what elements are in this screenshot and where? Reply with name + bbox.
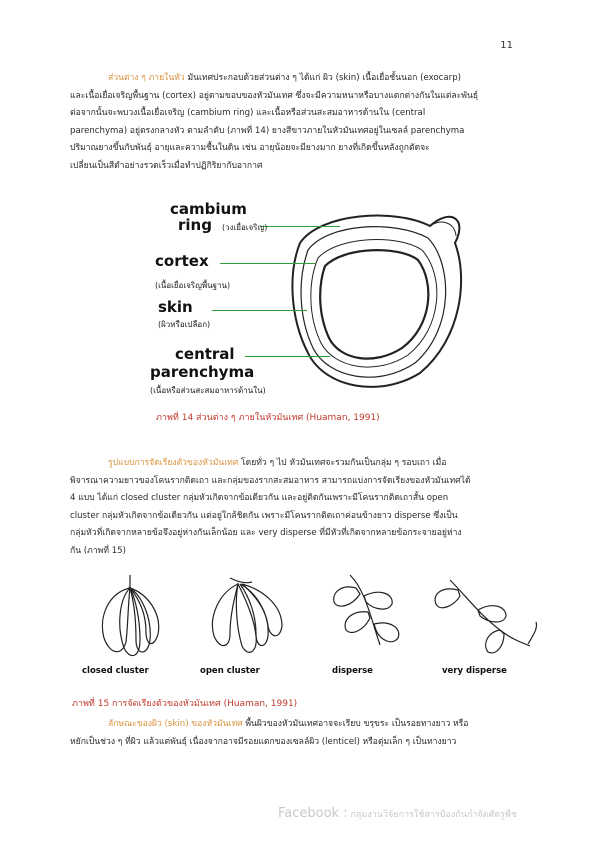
disperse-drawing xyxy=(334,575,399,645)
label-parenchyma: parenchyma xyxy=(150,363,255,381)
label-disperse: disperse xyxy=(332,666,373,676)
leader-line-central xyxy=(245,356,330,357)
label-skin: skin xyxy=(158,298,193,316)
paragraph-tuber-skin: ลักษณะของผิว (skin) ของหัวมันเทศ พื้นผิวของหัวมันเทศอาจจะเรียบ ขรุขระ เป็นรอยทางยาว หรือ หยักเป็นช่วง ๆ ที่ผิว แล้วแต่พันธุ์ เนื่องจากอาจมีรอยแตกของเซลล์ผิว (lenticel) หรือตุ่มเล็ก ๆ เป็นทางยาว xyxy=(70,719,469,747)
closed-cluster-drawing xyxy=(102,575,158,656)
paragraph-tuber-arrangement: รูปแบบการจัดเรียงตัวของหัวมันเทศ โดยทั่ว ๆ ไป หัวมันเทศจะรวมกันเป็นกลุ่ม ๆ รอบเถา เมื่อ พิจารณาความยาวของโคนรากติดเถา และกลุ่มของรากสะสมอาหาร สามารถแบ่งการจัดเรียงของหัวมันเทศได้ 4 แบบ ได้แก่ closed cluster กลุ่มหัวเกิดจากข้อเดียวกัน และอยู่ติดกันเพราะมีโคนรากติดเถาสั้น open cluster กลุ่มหัวเกิดจากข้อเดียวกัน แต่อยู่ใกล้ชิดกัน เพราะมีโคนรากติดเถาค่อนข้างยาว disperse ซึ่งเป็น กลุ่มหัวที่เกิดจากหลายข้อจึงอยู่ห่างกันเล็กน้อย และ very disperse ที่มีหัวที่เกิดจากหลายข้อกระจายอยู่ห่าง กัน (ภาพที่ 15) xyxy=(70,458,471,556)
label-central-thai: (เนื้อหรือส่วนสะสมอาหารด้านใน) xyxy=(150,386,266,395)
footer-facebook-label: Facebook : xyxy=(278,806,348,821)
label-closed-cluster: closed cluster xyxy=(82,666,149,676)
tuber-cross-section-figure xyxy=(150,188,470,398)
section-heading-tuber-parts: ส่วนต่าง ๆ ภายในหัว xyxy=(108,73,185,83)
label-cambium: cambium xyxy=(170,200,247,218)
label-central: central xyxy=(175,345,235,363)
page-number: 11 xyxy=(500,40,513,51)
open-cluster-drawing xyxy=(212,578,282,652)
leader-line-cortex xyxy=(220,263,315,264)
label-cortex: cortex xyxy=(155,252,209,270)
figure-14-caption: ภาพที่ 14 ส่วนต่าง ๆ ภายในหัวมันเทศ (Huaman, 1991) xyxy=(156,413,380,423)
leader-line-cambium xyxy=(260,226,340,227)
footer-watermark xyxy=(278,802,517,821)
label-cambium-thai: (วงเยื่อเจริญ) xyxy=(222,223,268,232)
leader-line-skin xyxy=(212,310,307,311)
label-cortex-thai: (เนื้อเยื่อเจริญพื้นฐาน) xyxy=(155,281,231,290)
label-skin-thai: (ผิวหรือเปลือก) xyxy=(158,320,211,329)
tuber-arrangement-drawings xyxy=(80,570,540,662)
label-open-cluster: open cluster xyxy=(200,666,260,676)
section-heading-arrangement: รูปแบบการจัดเรียงตัวของหัวมันเทศ xyxy=(108,458,239,468)
tuber-arrangement-figure xyxy=(80,570,540,680)
label-very-disperse: very disperse xyxy=(442,666,507,676)
section-heading-skin: ลักษณะของผิว (skin) ของหัวมันเทศ xyxy=(108,719,243,729)
label-ring: ring xyxy=(178,216,212,234)
figure-15-caption: ภาพที่ 15 การจัดเรียงตัวของหัวมันเทศ (Huaman, 1991) xyxy=(72,699,298,709)
paragraph-tuber-parts: ส่วนต่าง ๆ ภายในหัว มันเทศประกอบด้วยส่วนต่าง ๆ ได้แก่ ผิว (skin) เนื้อเยื่อชั้นนอก (exocarp) และเนื้อเยื่อเจริญพื้นฐาน (cortex) อยู่ตามขอบของหัวมันเทศ ซึ่งจะมีความหนาหรือบางแตกต่างกันในแต่ละพันธุ์ ต่อจากนั้นจะพบวงเนื้อเยื่อเจริญ (cambium ring) และเนื้อหรือส่วนสะสมอาหารด้านใน (central parenchyma) อยู่ตรงกลางหัว ตามลำดับ (ภาพที่ 14) ยางสีขาวภายในหัวมันเทศอยู่ในเซลล์ parenchyma ปริมาณยางขึ้นกับพันธุ์ อายุและความชื้นในดิน เช่น อายุน้อยจะมียางมาก ยางที่เกิดขึ้นหลังถูกตัดจะ เปลี่ยนเป็นสีดำอย่างรวดเร็วเมื่อทำปฏิกิริยากับอากาศ xyxy=(70,73,479,171)
footer-group-name: กลุ่มงานวิจัยการใช้สารป้องกันกำจัดศัตรูพืช xyxy=(347,810,517,820)
very-disperse-drawing xyxy=(435,580,536,653)
